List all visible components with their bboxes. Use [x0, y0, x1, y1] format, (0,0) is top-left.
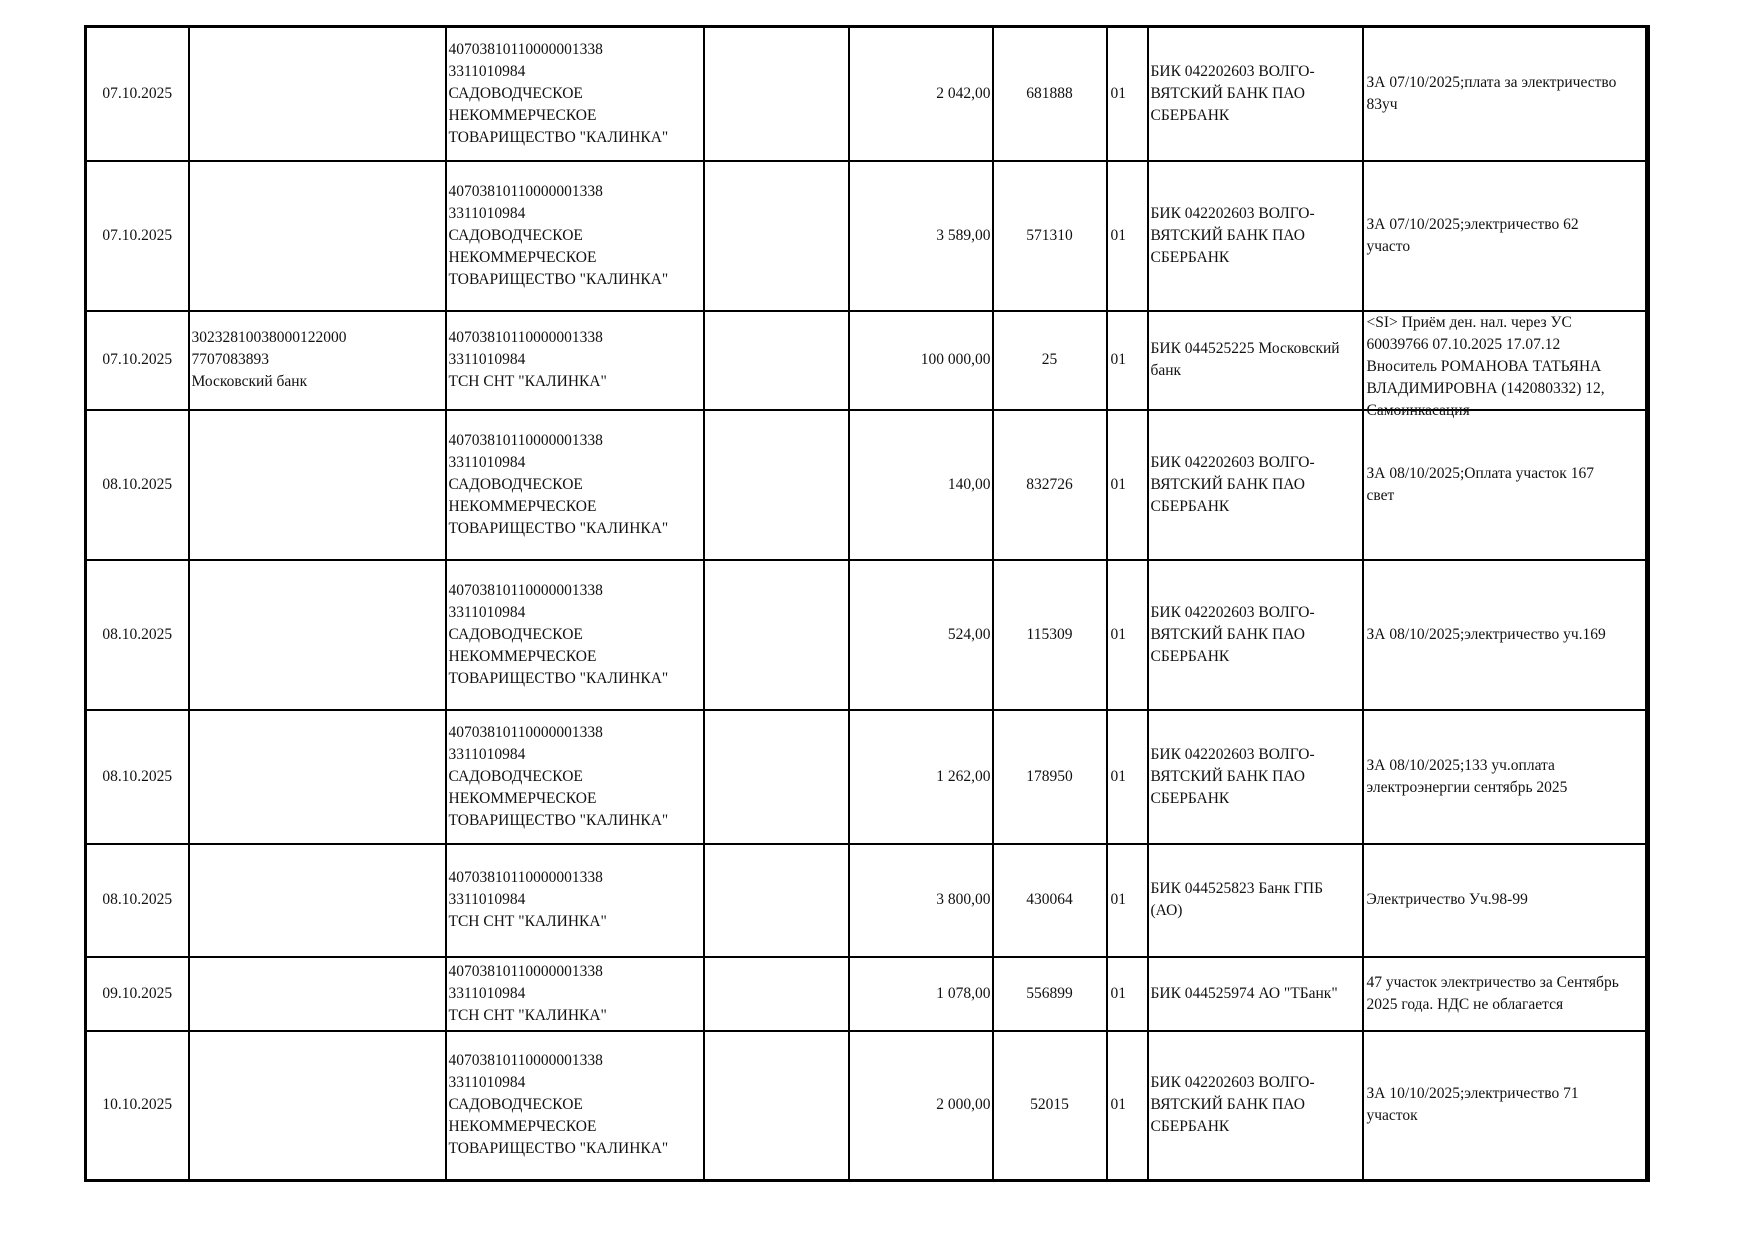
- payer-account-cell: [189, 710, 446, 844]
- date-cell: 08.10.2025: [86, 844, 189, 957]
- payer-account-cell: [189, 1031, 446, 1181]
- operation-code-cell: 01: [1107, 161, 1148, 311]
- bank-cell: БИК 042202603 ВОЛГО- ВЯТСКИЙ БАНК ПАО СБЕРБАНК: [1148, 27, 1363, 161]
- bank-cell: БИК 044525225 Московский банк: [1148, 311, 1363, 410]
- debit-cell: [704, 410, 849, 560]
- payer-account-cell: [189, 410, 446, 560]
- recipient-cell: 40703810110000001338 3311010984 ТСН СНТ "КАЛИНКА": [446, 957, 704, 1031]
- table-row: [86, 161, 1648, 311]
- date-cell: 08.10.2025: [86, 560, 189, 710]
- operation-code-cell: 01: [1107, 410, 1148, 560]
- table-row: [86, 710, 1648, 844]
- credit-cell: 100 000,00: [849, 311, 993, 410]
- date-cell: 08.10.2025: [86, 710, 189, 844]
- credit-cell: 140,00: [849, 410, 993, 560]
- payment-purpose-cell: ЗА 10/10/2025;электричество 71 участок: [1363, 1031, 1648, 1181]
- payment-purpose-cell: ЗА 07/10/2025;плата за электричество 83уч: [1363, 27, 1648, 161]
- bank-statement-table: [84, 25, 1650, 1182]
- document-number-cell: 430064: [993, 844, 1107, 957]
- recipient-cell: 40703810110000001338 3311010984 САДОВОДЧЕСКОЕ НЕКОММЕРЧЕСКОЕ ТОВАРИЩЕСТВО "КАЛИНКА": [446, 560, 704, 710]
- bank-cell: БИК 042202603 ВОЛГО- ВЯТСКИЙ БАНК ПАО СБЕРБАНК: [1148, 1031, 1363, 1181]
- bank-cell: БИК 042202603 ВОЛГО- ВЯТСКИЙ БАНК ПАО СБЕРБАНК: [1148, 560, 1363, 710]
- payer-account-cell: [189, 957, 446, 1031]
- date-cell: 07.10.2025: [86, 161, 189, 311]
- operation-code-cell: 01: [1107, 844, 1148, 957]
- payer-account-cell: 30232810038000122000 7707083893 Московский банк: [189, 311, 446, 410]
- document-number-cell: 832726: [993, 410, 1107, 560]
- payment-purpose-cell: ЗА 08/10/2025;Оплата участок 167 свет: [1363, 410, 1648, 560]
- debit-cell: [704, 27, 849, 161]
- table-row: [86, 844, 1648, 957]
- operation-code-cell: 01: [1107, 27, 1148, 161]
- date-cell: 09.10.2025: [86, 957, 189, 1031]
- operation-code-cell: 01: [1107, 1031, 1148, 1181]
- debit-cell: [704, 844, 849, 957]
- recipient-cell: 40703810110000001338 3311010984 САДОВОДЧЕСКОЕ НЕКОММЕРЧЕСКОЕ ТОВАРИЩЕСТВО "КАЛИНКА": [446, 410, 704, 560]
- payment-purpose-cell: ЗА 08/10/2025;133 уч.оплата электроэнергии сентябрь 2025: [1363, 710, 1648, 844]
- operation-code-cell: 01: [1107, 957, 1148, 1031]
- credit-cell: 3 800,00: [849, 844, 993, 957]
- credit-cell: 524,00: [849, 560, 993, 710]
- document-number-cell: 556899: [993, 957, 1107, 1031]
- payer-account-cell: [189, 27, 446, 161]
- date-cell: 07.10.2025: [86, 27, 189, 161]
- table-row: [86, 560, 1648, 710]
- bank-cell: БИК 042202603 ВОЛГО- ВЯТСКИЙ БАНК ПАО СБЕРБАНК: [1148, 410, 1363, 560]
- recipient-cell: 40703810110000001338 3311010984 САДОВОДЧЕСКОЕ НЕКОММЕРЧЕСКОЕ ТОВАРИЩЕСТВО "КАЛИНКА": [446, 710, 704, 844]
- date-cell: 08.10.2025: [86, 410, 189, 560]
- operation-code-cell: 01: [1107, 710, 1148, 844]
- credit-cell: 2 042,00: [849, 27, 993, 161]
- payer-account-cell: [189, 161, 446, 311]
- bank-cell: БИК 044525974 АО "ТБанк": [1148, 957, 1363, 1031]
- debit-cell: [704, 1031, 849, 1181]
- recipient-cell: 40703810110000001338 3311010984 САДОВОДЧЕСКОЕ НЕКОММЕРЧЕСКОЕ ТОВАРИЩЕСТВО "КАЛИНКА": [446, 27, 704, 161]
- recipient-cell: 40703810110000001338 3311010984 САДОВОДЧЕСКОЕ НЕКОММЕРЧЕСКОЕ ТОВАРИЩЕСТВО "КАЛИНКА": [446, 161, 704, 311]
- operation-code-cell: 01: [1107, 311, 1148, 410]
- table-row: [86, 311, 1648, 410]
- payer-account-cell: [189, 560, 446, 710]
- bank-cell: БИК 044525823 Банк ГПБ (АО): [1148, 844, 1363, 957]
- document-number-cell: 178950: [993, 710, 1107, 844]
- recipient-cell: 40703810110000001338 3311010984 ТСН СНТ "КАЛИНКА": [446, 311, 704, 410]
- document-number-cell: 571310: [993, 161, 1107, 311]
- credit-cell: 1 078,00: [849, 957, 993, 1031]
- payment-purpose-text: <SI> Приём ден. нал. через УС 60039766 07.10.2025 17.07.12 Вноситель РОМАНОВА ТАТЬЯНА ВЛАДИМИРОВНА (142080332) 12, Самоинкасация: [1366, 314, 1605, 419]
- debit-cell: [704, 311, 849, 410]
- recipient-cell: 40703810110000001338 3311010984 САДОВОДЧЕСКОЕ НЕКОММЕРЧЕСКОЕ ТОВАРИЩЕСТВО "КАЛИНКА": [446, 1031, 704, 1181]
- operation-code-cell: 01: [1107, 560, 1148, 710]
- payer-account-cell: [189, 844, 446, 957]
- payment-purpose-cell: Электричество Уч.98-99: [1363, 844, 1648, 957]
- credit-cell: 2 000,00: [849, 1031, 993, 1181]
- recipient-cell: 40703810110000001338 3311010984 ТСН СНТ "КАЛИНКА": [446, 844, 704, 957]
- credit-cell: 1 262,00: [849, 710, 993, 844]
- document-number-cell: 25: [993, 311, 1107, 410]
- bank-cell: БИК 042202603 ВОЛГО- ВЯТСКИЙ БАНК ПАО СБЕРБАНК: [1148, 710, 1363, 844]
- document-number-cell: 115309: [993, 560, 1107, 710]
- date-cell: 07.10.2025: [86, 311, 189, 410]
- document-number-cell: 52015: [993, 1031, 1107, 1181]
- debit-cell: [704, 710, 849, 844]
- document-number-cell: 681888: [993, 27, 1107, 161]
- bank-cell: БИК 042202603 ВОЛГО- ВЯТСКИЙ БАНК ПАО СБЕРБАНК: [1148, 161, 1363, 311]
- payment-purpose-cell: 47 участок электричество за Сентябрь 2025 года. НДС не облагается: [1363, 957, 1648, 1031]
- table-row: [86, 957, 1648, 1031]
- payment-purpose-cell: [1363, 311, 1648, 419]
- payment-purpose-cell: ЗА 08/10/2025;электричество уч.169: [1363, 560, 1648, 710]
- credit-cell: 3 589,00: [849, 161, 993, 311]
- table-row: [86, 27, 1648, 161]
- table-row: [86, 1031, 1648, 1181]
- debit-cell: [704, 161, 849, 311]
- date-cell: 10.10.2025: [86, 1031, 189, 1181]
- table-row: [86, 410, 1648, 560]
- debit-cell: [704, 957, 849, 1031]
- debit-cell: [704, 560, 849, 710]
- payment-purpose-cell: ЗА 07/10/2025;электричество 62 участо: [1363, 161, 1648, 311]
